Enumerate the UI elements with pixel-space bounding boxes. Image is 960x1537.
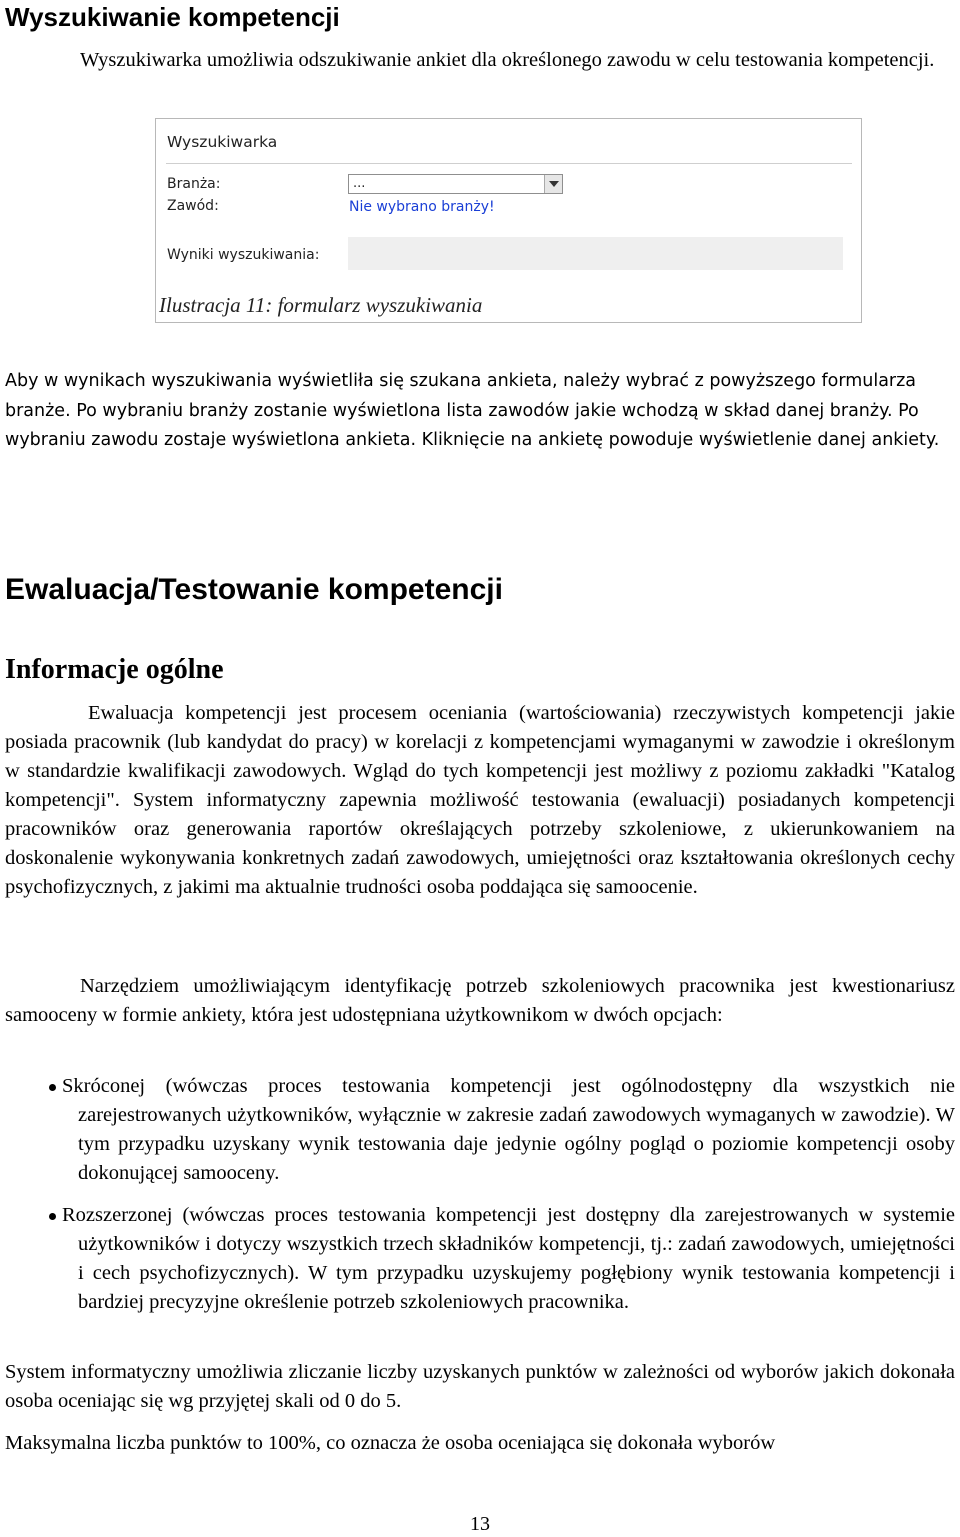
scoring-text: System informatyczny umożliwia zliczanie liczby uzyskanych punktów w zależności od wyborów jakich dokonała osoba oceniając się wg przyjętej skali od 0 do 5. [5, 1361, 955, 1412]
options-list-2 [5, 1201, 955, 1317]
intro-paragraph: Wyszukiwarka umożliwia odszukiwanie ankiet dla określonego zawodu w celu testowania kompetencji. [80, 49, 935, 71]
results-area [348, 237, 843, 270]
list-item [5, 1072, 955, 1188]
options-list-1 [5, 1072, 955, 1188]
section-heading-search: Wyszukiwanie kompetencji [5, 2, 340, 32]
zawod-label: Zawód: [167, 198, 219, 214]
form-title: Wyszukiwarka [167, 133, 278, 151]
results-label: Wyniki wyszukiwania: [167, 247, 320, 263]
search-instructions-paragraph: Aby w wynikach wyszukiwania wyświetliła się szukana ankieta, należy wybrać z powyższego formularza branże. Po wybraniu branży zostanie wyświetlona lista zawodów jakie wchodzą w skład danej branży. Po wybraniu zawodu zostaje wyświetlona ankieta. Kliknięcie na ankietę powoduje wyświetlenie danej ankiety. [5, 371, 940, 450]
max-points-text: Maksymalna liczba punktów to 100%, co oznacza że osoba oceniająca się dokonała wyborów [5, 1432, 776, 1454]
zawod-value: Nie wybrano branży! [349, 199, 495, 215]
search-form-figure [155, 118, 862, 323]
scoring-paragraph [5, 1358, 955, 1416]
tool-text: Narzędziem umożliwiającym identyfikację potrzeb szkoleniowych pracownika jest kwestionariusz samooceny w formie ankiety, która jest udostępniana użytkownikom w dwóch opcjach: [5, 975, 955, 1026]
chevron-down-icon[interactable] [544, 175, 562, 193]
form-divider [166, 163, 852, 164]
branza-select-value: ... [353, 176, 366, 191]
section-heading-evaluation: Ewaluacja/Testowanie kompetencji [5, 573, 503, 606]
tool-paragraph [5, 972, 955, 1030]
list-item [5, 1201, 955, 1317]
evaluation-paragraph [5, 699, 955, 902]
list-item-text: Rozszerzonej (wówczas proces testowania kompetencji jest dostępny dla zarejestrowanych w systemie użytkowników i dotyczy wszystkich trzech składników kompetencji, tj.: zadań zawodowych, umiejętności i cech psychofizycznych). W tym przypadku uzyskujemy pogłębiony wynik testowania kompetencji i bardziej precyzyjne określenie potrzeb szkoleniowych pracownika. [62, 1204, 955, 1313]
evaluation-text: Ewaluacja kompetencji jest procesem oceniania (wartościowania) rzeczywistych kompetencji jakie posiada pracownik (lub kandydat do pracy) w korelacji z kompetencjami wymaganymi w zawodzie i określonym w standardzie kwalifikacji zawodowych. Wgląd do tych kompetencji jest możliwy z poziomu zakładki "Katalog kompetencji". System informatyczny zapewnia możliwość testowania (ewaluacji) posiadanych kompetencji pracowników oraz generowania raportów określających potrzeby szkoleniowe, z ukierunkowaniem na doskonalenie wykonywania konkretnych zadań zawodowych, umiejętności oraz kształtowania określonych cechy psychofizycznych, z jakimi ma aktualnie trudności osoba poddająca się samoocenie. [5, 702, 955, 898]
figure-caption: Ilustracja 11: formularz wyszukiwania [159, 293, 483, 317]
bullet-icon [49, 1084, 56, 1091]
bullet-icon [49, 1213, 56, 1220]
page-number: 13 [470, 1513, 490, 1535]
subsection-heading-general: Informacje ogólne [5, 654, 224, 685]
list-item-text: Skróconej (wówczas proces testowania kompetencji jest ogólnodostępny dla wszystkich nie zarejestrowanych użytkowników, wyłącznie w zakresie zadań zawodowych wymaganych w zawodzie). W tym przypadku uzyskany wynik testowania daje jedynie ogólny pogląd o poziomie kompetencji osoby dokonującej samooceny. [62, 1075, 955, 1184]
branza-label: Branża: [167, 176, 221, 192]
branza-select[interactable] [348, 174, 563, 194]
max-points-paragraph [5, 1429, 955, 1458]
